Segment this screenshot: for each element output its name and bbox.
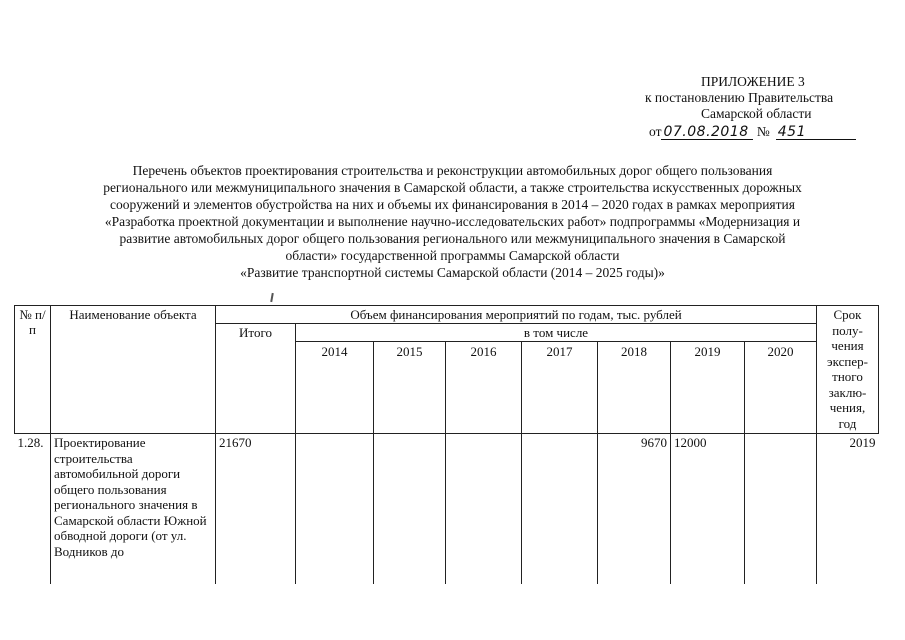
appendix-title: ПРИЛОЖЕНИЕ 3 [701, 74, 805, 89]
appendix-line-resolution: к постановлению Правительства [645, 90, 834, 105]
row-num: 1.28. [15, 434, 51, 584]
appendix-date-line [649, 124, 856, 140]
header-year-2019: 2019 [671, 342, 745, 434]
title-line: развитие автомобильных дорог общего пользования регионального или межмуниципального значения в Самарской [119, 231, 786, 246]
row-2017 [522, 434, 598, 584]
row-2020 [745, 434, 817, 584]
header-year-2016: 2016 [446, 342, 522, 434]
row-2015 [374, 434, 446, 584]
row-2019: 12000 [671, 434, 745, 584]
title-line: «Развитие транспортной системы Самарской области (2014 – 2025 годы)» [240, 265, 665, 280]
title-line: сооружений и элементов обустройства на них и объемы их финансирования в 2014 – 2020 годах в рамках мероприятия [110, 197, 795, 212]
header-year-2015: 2015 [374, 342, 446, 434]
header-year-2014: 2014 [296, 342, 374, 434]
header-num: № п/п [15, 306, 51, 434]
document-title [30, 162, 875, 281]
title-line: Перечень объектов проектирования строительства и реконструкции автомобильных дорог общего пользования [132, 163, 773, 178]
number-sign: № [756, 124, 770, 139]
table-row [15, 434, 879, 584]
pen-mark [270, 293, 274, 302]
header-financing: Объем финансирования мероприятий по годам, тыс. рублей [216, 306, 817, 324]
date-prefix: от [649, 124, 662, 139]
handwritten-number: 451 [776, 125, 856, 140]
row-name: Проектирование строительства автомобильной дороги общего пользования регионального значения в Самарской области Южной обводной дороги (от ул. Водников до [51, 434, 216, 584]
header-total: Итого [216, 324, 296, 434]
financing-table [14, 305, 879, 584]
row-total: 21670 [216, 434, 296, 584]
row-term: 2019 [817, 434, 879, 584]
title-line: регионального или межмуниципального значения в Самарской области, а также строительства искусственных дорожных [103, 180, 802, 195]
title-line: области» государственной программы Самарской области [285, 248, 620, 263]
header-name: Наименование объекта [51, 306, 216, 434]
header-year-2017: 2017 [522, 342, 598, 434]
row-2014 [296, 434, 374, 584]
header-year-2020: 2020 [745, 342, 817, 434]
header-including: в том числе [296, 324, 817, 342]
row-2018: 9670 [598, 434, 671, 584]
title-line: «Разработка проектной документации и выполнение научно-исследовательских работ» подпрограммы «Модернизация и [104, 214, 801, 229]
appendix-line-region: Самарской области [701, 106, 812, 121]
handwritten-date: 07.08.2018 [661, 125, 753, 140]
row-2016 [446, 434, 522, 584]
header-year-2018: 2018 [598, 342, 671, 434]
header-term: Срок полу-чения экспер-тного заклю-чения, год [817, 306, 879, 434]
